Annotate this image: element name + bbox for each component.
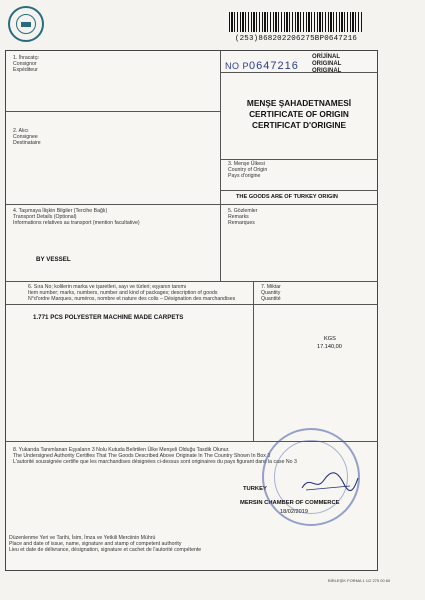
quantity-value: 17.140,00 [317, 344, 342, 350]
goods-box [28, 284, 235, 302]
certification-line-fr: L'autorité soussignée certifie que les marchandises désignées ci-dessus sont originaires du pays figurant dans la case No 3 [13, 459, 297, 465]
original-labels [312, 54, 341, 74]
consignor-box [13, 55, 39, 73]
goods-description-value: 1.771 PCS POLYESTER MACHINE MADE CARPETS [33, 314, 184, 321]
origin-label-en: Country of Origin [228, 167, 268, 173]
remarks-box [228, 208, 257, 226]
country-of-origin-box [228, 161, 267, 179]
remarks-label-tr: 5. Gözlemler [228, 208, 258, 214]
barcode [229, 12, 363, 32]
quantity-label-tr: 7. Miktar [261, 284, 281, 290]
signature [300, 470, 360, 494]
form-code: BİRLEŞİK FORMA 1 1/2 275 00 60 [328, 578, 391, 583]
remarks-label-en: Remarks [228, 214, 249, 220]
document-number [225, 60, 299, 72]
transport-value: BY VESSEL [36, 256, 71, 263]
original-label-tr: ORİJİNAL [312, 54, 341, 60]
consignor-label-tr: 1. İhracatçı [13, 55, 39, 61]
certificate-title [220, 98, 378, 131]
barcode-text: (253)868202206275BP0647216 [234, 35, 358, 43]
quantity-label-fr: Quantité [261, 296, 281, 302]
issue-line-fr: Lieu et date de délivrance, désignation, signature et cachet de l'autorité compétente [9, 547, 202, 553]
consignee-label-fr: Destinataire [13, 140, 41, 146]
quantity-label-en: Quantity [261, 290, 281, 296]
title-tr: MENŞE ŞAHADETNAMESİ [246, 98, 352, 108]
certification-box [13, 447, 297, 465]
goods-label-fr: N°d'ordre Marques, numéros, nombre et nature des colis – Désignation des marchandises [28, 296, 236, 302]
certification-authority: MERSIN CHAMBER OF COMMERCE [240, 500, 340, 506]
consignee-box [13, 128, 41, 146]
transport-label-fr: Informations relatives au transport (mention facultative) [13, 220, 140, 226]
goods-label-en: Item number; marks, numbers, number and kind of packages; description of goods [28, 290, 218, 296]
certification-line-en: The Undersigned Authority Certifies That The Goods Described Above Originate In The Country Shown In Box 3 [13, 453, 271, 459]
certification-date: 18/02/2019 [280, 509, 308, 515]
origin-label-tr: 3. Menşe Ülkesi [228, 161, 265, 167]
issue-box [9, 535, 201, 553]
country-of-origin-value: THE GOODS ARE OF TURKEY ORIGIN [236, 194, 338, 200]
title-en: CERTIFICATE OF ORIGIN [249, 109, 349, 119]
quantity-box [261, 284, 281, 302]
remarks-label-fr: Remarques [228, 220, 255, 226]
original-label-fr: ORIGINAL [312, 67, 342, 74]
goods-label-tr: 6. Sıra No; kolilerin marka ve işaretleri, sayı ve türleri; eşyanın tanımı [28, 284, 187, 290]
transport-label-en: Transport Details (Optional) [13, 214, 77, 220]
consignor-label-fr: Expéditeur [13, 67, 38, 73]
certification-line-tr: 8. Yukarıda Tanımlanan Eşyaların 3 Nolu Kutuda Belirtilen Ülke Menşeli Olduğu Tasdik Olunur. [13, 447, 230, 453]
title-fr: CERTIFICAT D'ORIGINE [251, 120, 346, 130]
origin-label-fr: Pays d'origine [228, 173, 261, 179]
document-number-value: 0647216 [249, 60, 299, 72]
consignee-label-tr: 2. Alıcı [13, 128, 29, 134]
transport-box [13, 208, 140, 226]
chamber-logo-icon [8, 6, 44, 42]
issue-line-tr: Düzenlenme Yeri ve Tarihi, İsim, İmza ve Yetkili Merciinin Mührü [9, 535, 156, 541]
document-number-prefix: NO P [225, 61, 250, 71]
consignor-label-en: Consignor [13, 61, 37, 67]
consignee-label-en: Consignee [13, 134, 38, 140]
issue-line-en: Place and date of issue, name, signature and stamp of competent authority [9, 541, 182, 547]
certification-country: TURKEY [243, 486, 267, 492]
transport-label-tr: 4. Taşımaya İlişkin Bilgiler (Tercihe Bağlı) [13, 208, 108, 214]
quantity-unit: KGS [324, 336, 336, 342]
original-label-en: ORIGINAL [312, 60, 342, 67]
